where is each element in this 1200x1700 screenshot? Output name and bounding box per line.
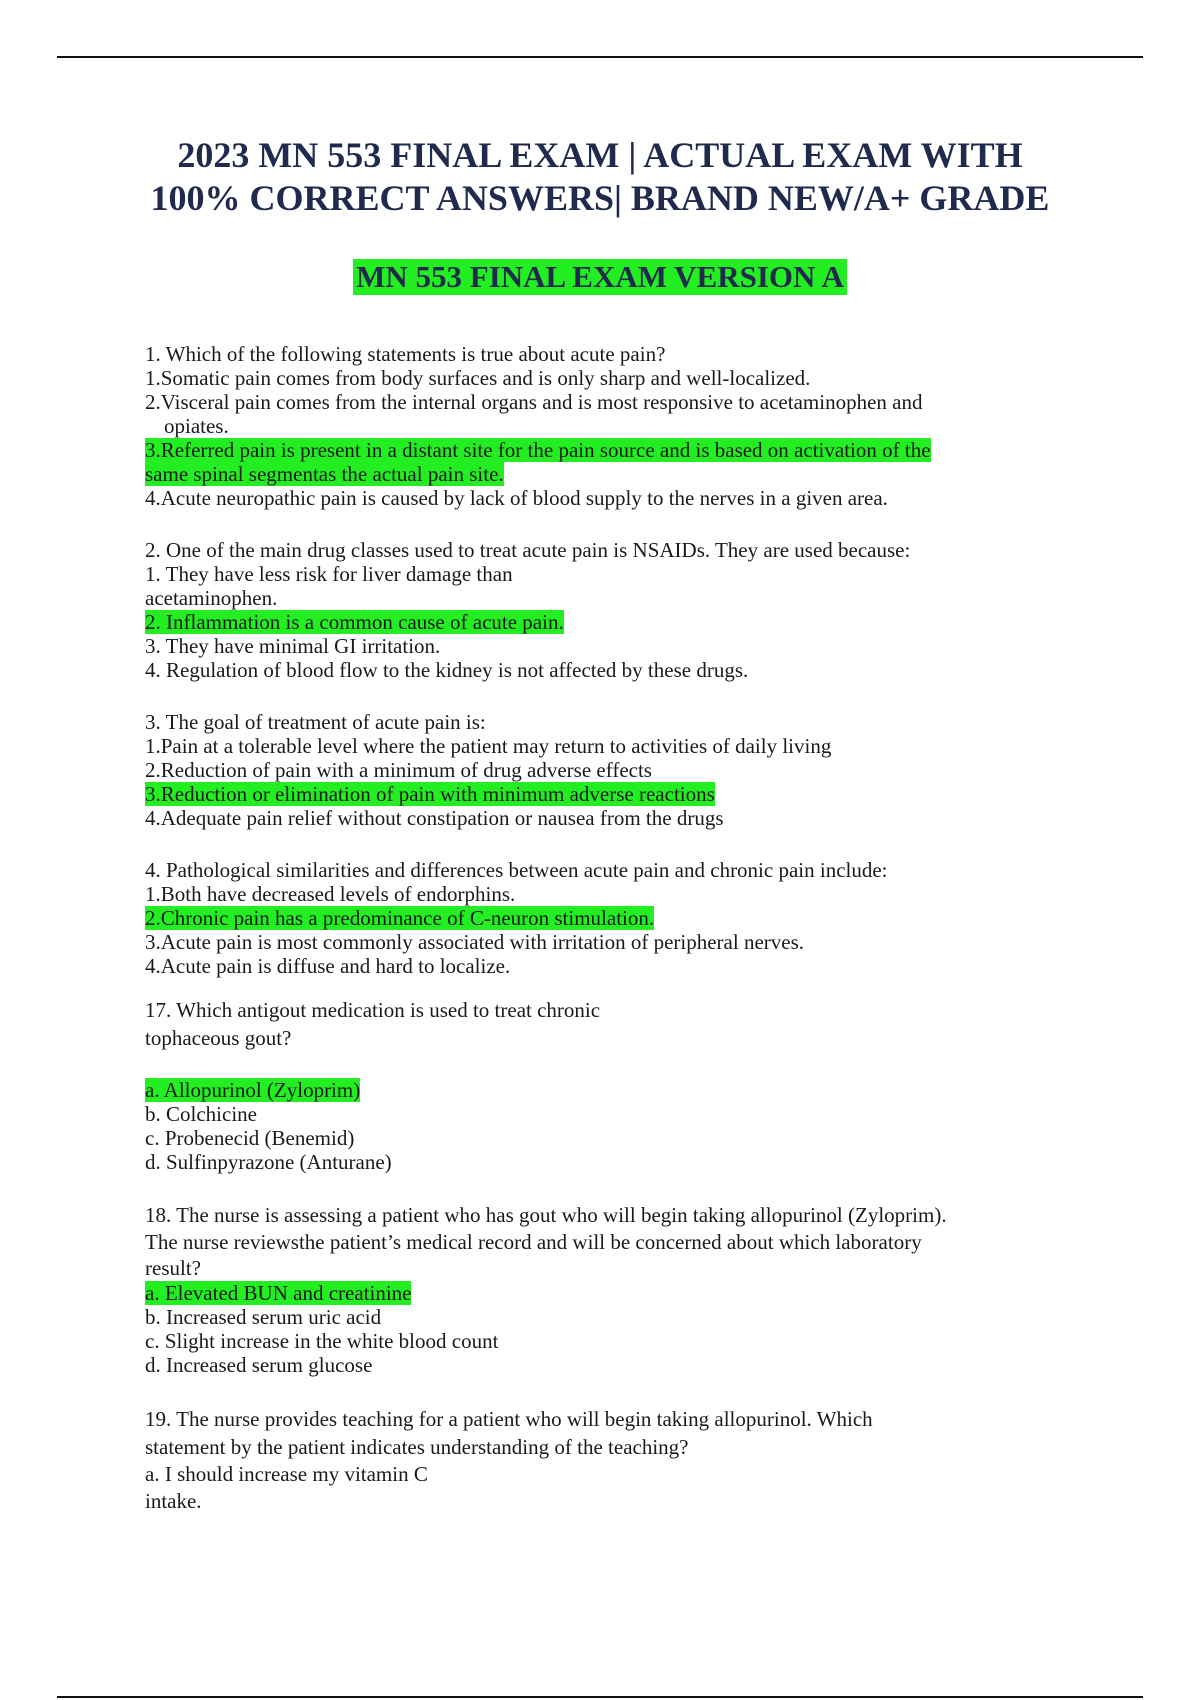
answer-option: 1.Somatic pain comes from body surfaces and is only sharp and well-localized.	[145, 366, 811, 390]
answer-option-continuation: opiates.	[164, 414, 229, 438]
bottom-rule	[57, 1696, 1143, 1698]
question-18	[145, 1202, 1065, 1377]
answer-option: 3. They have minimal GI irritation.	[145, 634, 441, 658]
exam-content	[145, 342, 1065, 1543]
question-4	[145, 858, 1065, 978]
document-title	[100, 134, 1100, 220]
correct-answer-highlight: 2.Chronic pain has a predominance of C-neuron stimulation.	[145, 906, 655, 930]
question-stem: 4. Pathological similarities and differences between acute pain and chronic pain include:	[145, 858, 888, 882]
correct-answer-highlight: 3.Reduction or elimination of pain with minimum adverse reactions	[145, 782, 715, 806]
answer-option: 3.Acute pain is most commonly associated with irritation of peripheral nerves.	[145, 930, 804, 954]
question-stem-continuation: statement by the patient indicates understanding of the teaching?	[145, 1435, 689, 1459]
question-stem: 18. The nurse is assessing a patient who has gout who will begin taking allopurinol (Zyloprim).	[145, 1203, 947, 1227]
answer-option: 1. They have less risk for liver damage than	[145, 562, 513, 586]
question-2	[145, 538, 1065, 682]
question-1	[145, 342, 1065, 510]
answer-option: 1.Both have decreased levels of endorphins.	[145, 882, 516, 906]
question-stem: 3. The goal of treatment of acute pain is:	[145, 710, 486, 734]
answer-option: 4. Regulation of blood flow to the kidney is not affected by these drugs.	[145, 658, 749, 682]
answer-option: b. Increased serum uric acid	[145, 1305, 382, 1329]
question-3	[145, 710, 1065, 830]
answer-option: c. Probenecid (Benemid)	[145, 1126, 355, 1150]
answer-option: a. I should increase my vitamin C	[145, 1462, 428, 1486]
question-stem-continuation: result?	[145, 1256, 201, 1280]
answer-option: 4.Acute pain is diffuse and hard to localize.	[145, 954, 511, 978]
answer-option-continuation: intake.	[145, 1489, 202, 1513]
correct-answer-highlight: 2. Inflammation is a common cause of acute pain.	[145, 610, 564, 634]
answer-option: 2.Reduction of pain with a minimum of drug adverse effects	[145, 758, 652, 782]
answer-option: 1.Pain at a tolerable level where the patient may return to activities of daily living	[145, 734, 832, 758]
correct-answer-highlight: same spinal segmentas the actual pain site.	[145, 462, 504, 486]
question-stem: 1. Which of the following statements is true about acute pain?	[145, 342, 666, 366]
title-line-2: 100% CORRECT ANSWERS| BRAND NEW/A+ GRADE	[150, 178, 1050, 218]
subtitle-container	[0, 259, 1200, 295]
question-stem-continuation: The nurse reviewsthe patient’s medical record and will be concerned about which laboratory	[145, 1230, 922, 1254]
correct-answer-highlight: 3.Referred pain is present in a distant site for the pain source and is based on activation of the	[145, 438, 931, 462]
answer-option: c. Slight increase in the white blood count	[145, 1329, 499, 1353]
exam-version-subtitle: MN 553 FINAL EXAM VERSION A	[353, 259, 847, 295]
answer-option: 2.Visceral pain comes from the internal organs and is most responsive to acetaminophen and	[145, 390, 923, 414]
answer-option: 4.Adequate pain relief without constipation or nausea from the drugs	[145, 806, 724, 830]
correct-answer-highlight: a. Elevated BUN and creatinine	[145, 1281, 412, 1305]
top-rule	[57, 56, 1143, 58]
question-stem: 2. One of the main drug classes used to treat acute pain is NSAIDs. They are used because:	[145, 538, 911, 562]
question-stem: 17. Which antigout medication is used to treat chronic	[145, 998, 601, 1022]
question-19	[145, 1405, 1065, 1515]
answer-option-continuation: acetaminophen.	[145, 586, 278, 610]
answer-option: d. Increased serum glucose	[145, 1353, 373, 1377]
correct-answer-highlight: a. Allopurinol (Zyloprim)	[145, 1078, 361, 1102]
answer-option: d. Sulfinpyrazone (Anturane)	[145, 1150, 392, 1174]
question-17	[145, 996, 1065, 1174]
question-stem: 19. The nurse provides teaching for a patient who will begin taking allopurinol. Which	[145, 1407, 873, 1431]
question-stem-continuation: tophaceous gout?	[145, 1026, 292, 1050]
answer-option: b. Colchicine	[145, 1102, 257, 1126]
answer-option: 4.Acute neuropathic pain is caused by lack of blood supply to the nerves in a given area.	[145, 486, 888, 510]
title-line-1: 2023 MN 553 FINAL EXAM | ACTUAL EXAM WITH	[177, 135, 1023, 175]
